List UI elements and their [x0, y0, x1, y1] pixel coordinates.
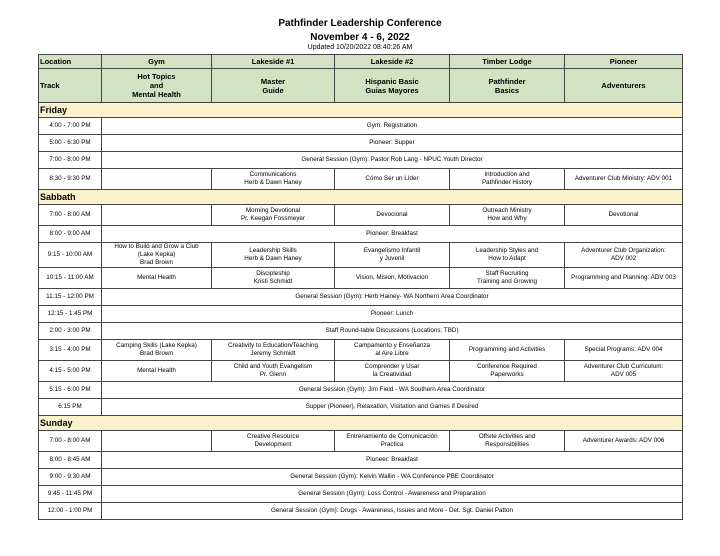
day-header-sabbath: [39, 190, 683, 205]
schedule-row: [39, 452, 683, 469]
time-slot: 6:15 PM: [39, 399, 102, 416]
time-slot: 5:00 - 6:30 PM: [39, 135, 102, 152]
session-cell: [565, 340, 683, 361]
session-cell: [335, 205, 450, 226]
session-line: Camping Skills (Lake Kepka): [116, 342, 197, 349]
session-cell: [102, 361, 212, 382]
schedule-row: [39, 323, 683, 340]
session-line: Adventurer Awards: ADV 006: [582, 437, 665, 444]
general-event: Gym: Registration: [102, 118, 683, 135]
session-line: Herb & Dawn Haney: [244, 179, 302, 186]
session-line: Morning Devotional: [245, 207, 301, 214]
general-event: Pioneer: Supper: [102, 135, 683, 152]
session-cell: [102, 243, 212, 268]
time-slot: 12:00 - 1:00 PM: [39, 503, 102, 520]
session-cell: [565, 361, 683, 382]
session-cell: [212, 340, 335, 361]
session-cell: [102, 169, 212, 190]
session-cell: [565, 268, 683, 289]
session-line: Devotional: [608, 211, 639, 218]
track-line: Hot Topics: [137, 72, 176, 81]
session-line: Child and Youth Evangelism: [233, 363, 313, 370]
session-cell: [335, 169, 450, 190]
time-slot: 4:15 - 5:00 PM: [39, 361, 102, 382]
session-cell: [212, 205, 335, 226]
time-slot: 12:15 - 1:45 PM: [39, 306, 102, 323]
schedule-row: [39, 306, 683, 323]
schedule-row: [39, 135, 683, 152]
session-line: Development: [254, 441, 292, 448]
time-slot: 9:45 - 11:45 PM: [39, 486, 102, 503]
day-header-friday: [39, 103, 683, 118]
general-event: General Session (Gym): Kelvin Wallin - WA Conference PBE Coordinator: [102, 469, 683, 486]
location-timber-lodge: Timber Lodge: [450, 55, 565, 69]
day-header-sunday: [39, 416, 683, 431]
session-line: Outreach Ministry: [482, 207, 532, 214]
session-cell: [335, 340, 450, 361]
session-cell: [565, 205, 683, 226]
schedule-row: [39, 469, 683, 486]
schedule-row: [39, 268, 683, 289]
session-line: Leadership Styles and: [475, 247, 539, 254]
session-line: al Aire Libre: [375, 350, 409, 357]
general-event: Supper (Pioneer), Relaxation, Visitation and Games if Desired: [102, 399, 683, 416]
session-line: Pr. Keegan Fossmeyer: [240, 215, 306, 222]
track-label: Track: [39, 69, 102, 103]
session-cell: [565, 243, 683, 268]
session-cell: [565, 169, 683, 190]
general-event: Pioneer: Lunch: [102, 306, 683, 323]
session-line: Herb & Dawn Haney: [244, 255, 302, 262]
session-line: Cómo Ser un Líder: [365, 175, 419, 182]
session-line: Mental Health: [137, 274, 176, 281]
general-event: General Session (Gym): Pastor Rob Lang - NPUC Youth Director: [102, 152, 683, 169]
session-line: Staff Recruiting: [485, 270, 529, 277]
session-line: Introduction and: [484, 171, 530, 178]
schedule-row: [39, 399, 683, 416]
session-line: Brad Brown: [140, 259, 173, 266]
track-line: Master: [260, 76, 286, 86]
session-cell: [450, 169, 565, 190]
session-line: Leadership Skills: [249, 247, 297, 254]
schedule-row: [39, 118, 683, 135]
session-line: Practica: [380, 441, 404, 448]
session-cell: [212, 268, 335, 289]
track-line: Guias Mayores: [365, 85, 419, 95]
session-cell: [102, 268, 212, 289]
schedule-row: [39, 503, 683, 520]
time-slot: 7:00 - 8:00 PM: [39, 152, 102, 169]
session-cell: [565, 431, 683, 452]
time-slot: 11:15 - 12:00 PM: [39, 289, 102, 306]
schedule-row: [39, 152, 683, 169]
session-line: Communications: [249, 171, 297, 178]
time-slot: 3:15 - 4:00 PM: [39, 340, 102, 361]
track-line: Guide: [262, 85, 284, 95]
session-line: Discipleship: [256, 270, 290, 277]
session-line: Brad Brown: [140, 350, 173, 357]
session-line: Adventurer Club Organization:: [581, 247, 666, 254]
session-cell: [212, 431, 335, 452]
session-line: (Lake Kepka): [137, 251, 176, 258]
session-line: Special Programs: ADV 004: [584, 346, 663, 353]
general-event: Pioneer: Breakfast: [102, 452, 683, 469]
session-line: Campamento y Enseñanza: [354, 342, 430, 349]
session-line: Comprender y Usar: [364, 363, 420, 370]
session-cell: [212, 243, 335, 268]
session-line: Responsibilities: [485, 441, 529, 448]
time-slot: 8:30 - 9:30 PM: [39, 169, 102, 190]
session-cell: [450, 340, 565, 361]
session-line: Pr. Glenn: [259, 371, 287, 378]
general-event: Pioneer: Breakfast: [102, 226, 683, 243]
session-line: Adventurer Club Ministry: ADV 001: [574, 175, 673, 182]
day-name: Friday: [39, 103, 683, 118]
session-line: How to Adapt: [488, 255, 526, 262]
time-slot: 8:00 - 9:00 AM: [39, 226, 102, 243]
time-slot: 7:00 - 8:00 AM: [39, 205, 102, 226]
schedule-row: [39, 205, 683, 226]
session-cell: [335, 431, 450, 452]
general-event: Staff Round-table Discussions (Locations: TBD): [102, 323, 683, 340]
session-line: How and Why: [487, 215, 527, 222]
location-lakeside-2: Lakeside #2: [335, 55, 450, 69]
session-line: Mental Health: [137, 367, 176, 374]
session-cell: [450, 361, 565, 382]
time-slot: 9:15 - 10:00 AM: [39, 243, 102, 268]
session-line: Adventurer Club Curriculum:: [583, 363, 664, 370]
track-line: Basics: [494, 85, 520, 95]
session-line: Vision, Mision, Motivacion: [355, 274, 429, 281]
session-cell: [102, 205, 212, 226]
track-line: Mental Health: [132, 90, 181, 99]
session-line: Programming and Planning: ADV 003: [571, 274, 676, 281]
session-cell: [102, 340, 212, 361]
session-cell: [335, 268, 450, 289]
time-slot: 2:00 - 3:00 PM: [39, 323, 102, 340]
session-line: Kristi Schmidt: [253, 278, 293, 285]
time-slot: 4:00 - 7:00 PM: [39, 118, 102, 135]
session-line: y Juvenil: [379, 255, 405, 262]
track-hot-topics: [102, 69, 212, 103]
track-line: Adventurers: [601, 81, 646, 90]
schedule-row: [39, 361, 683, 382]
time-slot: 10:15 - 11:00 AM: [39, 268, 102, 289]
session-cell: [450, 431, 565, 452]
session-line: Devocional: [376, 211, 408, 218]
session-line: Entrenamiento de Comunicación: [346, 433, 438, 440]
location-header-row: [39, 55, 683, 69]
track-pathfinder-basics: [450, 69, 565, 103]
schedule-row: [39, 486, 683, 503]
location-label: Location: [39, 55, 102, 69]
general-event: General Session (Gym): Loss Control - Awareness and Preparation: [102, 486, 683, 503]
session-line: ADV 005: [610, 371, 637, 378]
track-master-guide: [212, 69, 335, 103]
time-slot: 8:00 - 8:45 AM: [39, 452, 102, 469]
location-pioneer: Pioneer: [565, 55, 683, 69]
conference-dates: November 4 - 6, 2022: [310, 32, 410, 43]
session-line: Programming and Activities: [468, 346, 546, 353]
session-line: Pathfinder History: [481, 179, 533, 186]
schedule-row: [39, 289, 683, 306]
conference-title: Pathfinder Leadership Conference: [278, 18, 442, 29]
session-line: la Creatividad: [372, 371, 412, 378]
session-line: ADV 002: [610, 255, 637, 262]
track-adventurers: [565, 69, 683, 103]
session-cell: [450, 205, 565, 226]
schedule-table: [38, 54, 683, 520]
schedule-row: [39, 431, 683, 452]
session-cell: [450, 243, 565, 268]
schedule-row: [39, 169, 683, 190]
session-line: Offsite Activities and: [478, 433, 536, 440]
session-line: How to Build and Grow a Club: [114, 243, 199, 250]
session-line: Paperworks: [490, 371, 524, 378]
schedule-row: [39, 243, 683, 268]
location-gym: Gym: [102, 55, 212, 69]
schedule-row: [39, 226, 683, 243]
session-cell: [335, 361, 450, 382]
day-name: Sunday: [39, 416, 683, 431]
session-line: Jeremy Schmidt: [250, 350, 296, 357]
session-line: Creativity to Education/Teaching: [228, 342, 318, 349]
session-line: Training and Growing: [477, 278, 537, 285]
schedule-row: [39, 382, 683, 399]
general-event: General Session (Gym): Drugs - Awareness, Issues and More - Det. Sgt. Daniel Patton: [102, 503, 683, 520]
track-line: and: [149, 81, 164, 90]
location-lakeside-1: Lakeside #1: [212, 55, 335, 69]
session-cell: [212, 361, 335, 382]
schedule-row: [39, 340, 683, 361]
track-line: Hispanic Basic: [365, 76, 419, 86]
session-line: Conference Required: [477, 363, 537, 370]
track-line: Pathfinder: [488, 76, 526, 86]
updated-timestamp: Updated 10/20/2022 08:40:26 AM: [307, 44, 413, 51]
session-line: Creative Resource: [246, 433, 300, 440]
session-cell: [212, 169, 335, 190]
session-cell: [102, 431, 212, 452]
session-cell: [335, 243, 450, 268]
time-slot: 5:15 - 6:00 PM: [39, 382, 102, 399]
track-header-row: [39, 69, 683, 103]
general-event: General Session (Gym): Jim Field - WA Southern Area Coordinator: [102, 382, 683, 399]
time-slot: 7:00 - 8:00 AM: [39, 431, 102, 452]
time-slot: 9:00 - 9:30 AM: [39, 469, 102, 486]
session-cell: [450, 268, 565, 289]
session-line: Evangelismo Infantil: [363, 247, 421, 254]
track-hispanic-basic: [335, 69, 450, 103]
general-event: General Session (Gym): Herb Hainey- WA Northern Area Coordinator: [102, 289, 683, 306]
day-name: Sabbath: [39, 190, 683, 205]
